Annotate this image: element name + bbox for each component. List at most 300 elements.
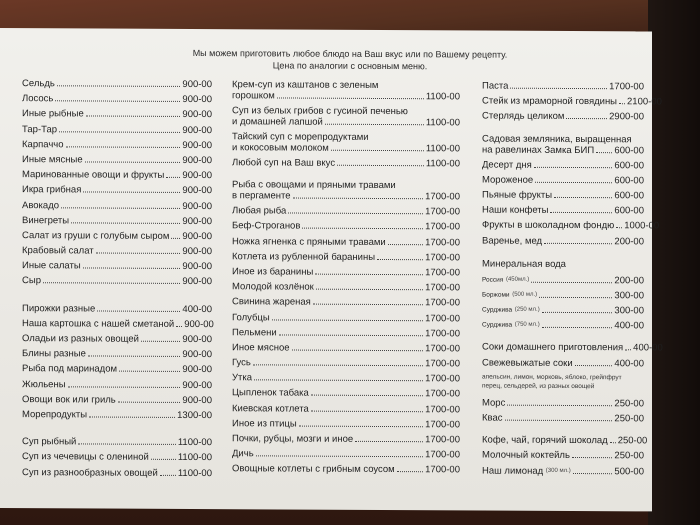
section-gap xyxy=(22,291,212,304)
menu-item xyxy=(22,451,212,467)
menu-column-desserts-and-drinks xyxy=(482,80,663,482)
item-price: 1700-00 xyxy=(425,236,460,248)
dot-leader xyxy=(510,88,607,90)
item-name: Иное из птицы xyxy=(232,418,297,430)
menu-item xyxy=(22,124,212,140)
menu-item xyxy=(22,436,212,452)
menu-item xyxy=(22,348,212,364)
item-price: 900-00 xyxy=(182,379,212,391)
item-price: 900-00 xyxy=(182,109,212,121)
item-name: Сельдь xyxy=(22,78,55,90)
menu-item xyxy=(232,403,460,419)
menu-item xyxy=(482,189,644,205)
menu-item xyxy=(482,274,644,290)
dot-leader xyxy=(616,228,622,229)
menu-item xyxy=(232,464,460,480)
item-name-line-2: на равелинах Замка БИП xyxy=(482,144,595,156)
dot-leader xyxy=(171,238,180,239)
item-name: Иные рыбные xyxy=(22,108,84,120)
mineral-water-title: Минеральная вода xyxy=(482,258,566,270)
dot-leader xyxy=(355,441,423,442)
item-price: 900-00 xyxy=(182,154,212,167)
item-price: 1700-00 xyxy=(425,464,460,476)
item-name: Блины разные xyxy=(22,348,86,360)
item-price: 1700-00 xyxy=(609,81,644,93)
item-price: 900-00 xyxy=(182,94,212,106)
menu-item xyxy=(22,169,212,185)
item-price: 600-00 xyxy=(614,205,644,217)
item-name: Тар-Тар xyxy=(22,123,58,135)
dot-leader xyxy=(55,100,180,102)
menu-item xyxy=(482,413,644,429)
dot-leader xyxy=(253,364,423,366)
item-price: 900-00 xyxy=(182,261,212,273)
menu-item xyxy=(22,409,212,425)
item-price: 1100-00 xyxy=(425,158,460,170)
dot-leader xyxy=(119,371,180,372)
dot-leader xyxy=(507,404,612,406)
menu-item xyxy=(232,297,460,313)
item-name-line-1: Тайский суп с морепродуктами xyxy=(232,131,369,143)
item-price: 1100-00 xyxy=(425,117,460,129)
menu-item xyxy=(232,433,460,449)
item-volume: (750 мл.) xyxy=(514,321,540,329)
dot-leader xyxy=(388,244,423,245)
dot-leader xyxy=(61,207,180,209)
menu-item xyxy=(22,215,212,231)
item-price: 600-00 xyxy=(614,174,644,187)
menu-item xyxy=(22,108,212,124)
item-price: 900-00 xyxy=(182,276,212,288)
dot-leader xyxy=(539,297,612,298)
item-name: Молодой козлёнок xyxy=(232,281,314,293)
menu-item xyxy=(232,205,460,221)
menu-item xyxy=(22,467,212,483)
item-price: 900-00 xyxy=(182,364,212,376)
item-name: Авокадо xyxy=(22,199,60,211)
item-name: Боржоми xyxy=(482,291,510,299)
menu-column-cold-dishes xyxy=(22,78,212,483)
item-name: Пьяные фрукты xyxy=(482,189,553,201)
item-name: Наша картошка с нашей сметаной xyxy=(22,317,175,330)
item-name: Суп из разнообразных овощей xyxy=(22,466,158,479)
dot-leader xyxy=(118,401,181,402)
item-price: 200-00 xyxy=(614,235,644,247)
menu-item xyxy=(22,78,212,94)
dot-leader xyxy=(96,253,181,254)
menu-item xyxy=(232,388,460,404)
dot-leader xyxy=(71,222,180,224)
dot-leader xyxy=(566,118,607,119)
dot-leader xyxy=(151,459,176,460)
item-price: 1700-00 xyxy=(425,343,460,355)
item-name: Иное из баранины xyxy=(232,266,314,278)
item-price: 2900-00 xyxy=(609,111,644,123)
dot-leader xyxy=(57,85,181,87)
item-price: 250-00 xyxy=(614,450,644,462)
menu-item xyxy=(232,251,460,267)
item-name: Лосось xyxy=(22,93,54,105)
item-name: Винегреты xyxy=(22,214,70,227)
dot-leader xyxy=(619,103,625,104)
item-price: 900-00 xyxy=(182,200,212,212)
dot-leader xyxy=(596,152,612,153)
item-name: Десерт дня xyxy=(482,159,532,171)
item-name: Утка xyxy=(232,372,253,384)
dot-leader xyxy=(176,326,182,327)
menu-item xyxy=(482,450,644,466)
item-name-line-2: и домашней лапшой xyxy=(232,116,323,128)
item-price: 900-00 xyxy=(182,230,212,242)
dot-leader xyxy=(337,165,424,166)
item-price: 900-00 xyxy=(182,394,212,406)
menu-item xyxy=(482,159,644,175)
item-price: 600-00 xyxy=(614,190,644,202)
item-price: 250-00 xyxy=(617,435,648,447)
item-name: Сыр xyxy=(22,275,41,287)
item-price: 300-00 xyxy=(614,290,644,302)
item-price: 1700-00 xyxy=(425,312,460,324)
menu-item xyxy=(22,394,212,410)
menu-item xyxy=(482,133,644,160)
item-price: 1700-00 xyxy=(425,358,460,370)
item-name: Сурджива xyxy=(482,306,513,314)
menu-item xyxy=(232,179,460,206)
dot-leader xyxy=(277,97,424,99)
item-name: Морепродукты xyxy=(22,409,88,421)
dot-leader xyxy=(299,425,423,427)
menu-item xyxy=(482,341,663,358)
menu-item xyxy=(482,357,644,373)
item-price: 900-00 xyxy=(182,170,212,182)
menu-item xyxy=(482,235,644,251)
item-price: 1700-00 xyxy=(425,297,460,309)
dot-leader xyxy=(554,197,612,198)
item-name-line-2: в пергаменте xyxy=(232,190,291,202)
item-name: Иные салаты xyxy=(22,260,81,272)
dot-leader xyxy=(89,416,175,417)
menu-item xyxy=(232,157,460,173)
dot-leader xyxy=(86,116,181,117)
item-name: Рыба под маринадом xyxy=(22,363,118,375)
menu-item xyxy=(232,236,460,252)
menu-item xyxy=(482,81,644,97)
dot-leader xyxy=(377,259,423,260)
item-price: 1700-00 xyxy=(425,267,460,279)
dot-leader xyxy=(544,242,612,243)
dot-leader xyxy=(535,182,612,183)
header-line-1: Мы можем приготовить любое блюдо на Ваш вкус или по Вашему рецепту. xyxy=(192,48,508,60)
dot-leader xyxy=(542,312,613,313)
dot-leader xyxy=(397,471,423,472)
item-price: 1100-00 xyxy=(425,143,460,155)
menu-item xyxy=(232,79,460,106)
dot-leader xyxy=(293,198,424,200)
fresh-juice-note-2: перец, сельдерей, из разных овощей xyxy=(482,382,595,390)
item-name: Салат из груши с голубым сыром xyxy=(22,229,170,242)
dot-leader xyxy=(610,442,616,443)
item-name: Карпаччо xyxy=(22,138,64,151)
item-name-line-1: Садовая земляника, выращенная xyxy=(482,133,632,145)
item-price: 250-00 xyxy=(614,398,644,410)
item-name: Гусь xyxy=(232,357,251,369)
section-gap xyxy=(22,424,212,437)
dot-leader xyxy=(302,228,423,230)
item-name: Суп рыбный xyxy=(22,436,77,448)
item-price: 900-00 xyxy=(182,246,212,258)
item-volume: (450мл.) xyxy=(505,276,530,283)
dot-leader xyxy=(542,327,613,328)
menu-item xyxy=(22,245,212,261)
item-volume: (300 мл.) xyxy=(545,467,571,474)
menu-item xyxy=(22,379,212,395)
dark-right-edge xyxy=(648,0,700,525)
dot-leader xyxy=(573,473,613,474)
item-price: 1700-00 xyxy=(425,373,460,385)
dot-leader xyxy=(325,124,424,126)
item-name: Котлета из рубленной баранины xyxy=(232,250,376,263)
item-name: Соки домашнего приготовления xyxy=(482,341,624,354)
dot-leader xyxy=(141,341,180,342)
item-price: 1000-00 xyxy=(624,220,660,232)
dot-leader xyxy=(572,457,612,458)
item-name-line-1: Крем-суп из каштанов с зеленым xyxy=(232,79,379,91)
item-price: 900-00 xyxy=(182,139,212,151)
fresh-juice-note-1: апельсин, лимон, морковь, яблоко, грейпфрут xyxy=(482,373,622,382)
menu-item xyxy=(482,434,648,451)
dot-leader xyxy=(331,150,424,151)
menu-item xyxy=(482,174,644,190)
item-price: 900-00 xyxy=(182,349,212,361)
item-name: Почки, рубцы, мозги и иное xyxy=(232,433,354,445)
item-price: 1700-00 xyxy=(425,282,460,294)
menu-item xyxy=(232,327,460,343)
menu-item xyxy=(232,372,460,388)
item-price: 400-00 xyxy=(614,357,644,369)
dot-leader xyxy=(505,420,613,422)
menu-header xyxy=(140,47,560,73)
menu-item xyxy=(22,139,212,155)
dot-leader xyxy=(66,146,181,148)
dot-leader xyxy=(316,289,423,291)
dot-leader xyxy=(43,283,180,285)
menu-item xyxy=(482,320,644,336)
item-name: Киевская котлета xyxy=(232,402,309,415)
item-name: Икра грибная xyxy=(22,184,82,196)
item-price: 400-00 xyxy=(633,342,663,354)
item-volume: (250 мл.) xyxy=(514,306,540,313)
menu-item xyxy=(232,221,460,237)
item-name: Наши конфеты xyxy=(482,204,549,216)
menu-item xyxy=(22,230,212,246)
dot-leader xyxy=(575,365,613,366)
item-name: Беф-Строганов xyxy=(232,220,301,232)
dot-leader xyxy=(97,310,180,311)
dot-leader xyxy=(288,213,423,215)
item-volume: (500 мл.) xyxy=(512,291,538,298)
dot-leader xyxy=(550,212,612,213)
item-name: Крабовый салат xyxy=(22,245,94,257)
item-price: 1100-00 xyxy=(177,452,212,464)
dot-leader xyxy=(78,444,176,446)
item-name: Мороженое xyxy=(482,174,534,186)
menu-item xyxy=(22,363,212,379)
menu-item xyxy=(482,305,644,321)
item-price: 1700-00 xyxy=(425,327,460,340)
item-price: 900-00 xyxy=(182,215,212,227)
menu-item xyxy=(482,465,644,481)
item-name: Ножка ягненка с пряными травами xyxy=(232,235,386,248)
item-price: 1700-00 xyxy=(425,419,460,431)
item-name: Квас xyxy=(482,412,503,424)
menu-item xyxy=(22,260,212,276)
item-name: Маринованные овощи и фрукты xyxy=(22,169,165,181)
item-name: Суп из чечевицы с олениной xyxy=(22,451,149,464)
dot-leader xyxy=(83,192,180,194)
item-price: 2100-00 xyxy=(627,96,662,108)
item-name: Цыпленок табака xyxy=(232,387,309,400)
menu-item xyxy=(482,289,644,305)
item-name: Варенье, мед xyxy=(482,235,543,247)
dot-leader xyxy=(254,380,423,382)
header-line-2: Цена по аналогии с основным меню. xyxy=(272,60,428,72)
item-name: Наш лимонад xyxy=(482,465,544,477)
item-price: 1100-00 xyxy=(425,91,460,103)
menu-item xyxy=(482,397,644,413)
item-name: Голубцы xyxy=(232,311,270,323)
dot-leader xyxy=(311,395,423,397)
item-name: Пирожки разные xyxy=(22,302,96,315)
menu-item xyxy=(232,281,460,297)
dot-leader xyxy=(59,131,180,133)
item-price: 600-00 xyxy=(614,144,644,156)
menu-item xyxy=(232,342,460,358)
dot-leader xyxy=(531,281,612,282)
item-price: 900-00 xyxy=(182,78,212,91)
item-name: Любая рыба xyxy=(232,205,287,217)
menu-item xyxy=(232,418,460,434)
menu-item xyxy=(22,303,212,319)
menu-item xyxy=(22,154,212,170)
item-name: Любой суп на Ваш вкус xyxy=(232,157,336,169)
dot-leader xyxy=(83,268,181,270)
item-name: Россия xyxy=(482,276,504,284)
item-price: 1700-00 xyxy=(425,403,460,416)
menu-page xyxy=(0,28,663,511)
dot-leader xyxy=(166,177,180,178)
item-price: 1100-00 xyxy=(177,437,212,449)
item-price: 900-00 xyxy=(182,124,212,136)
dot-leader xyxy=(85,161,181,163)
item-price: 200-00 xyxy=(614,274,644,287)
dot-leader xyxy=(160,474,176,475)
dot-leader xyxy=(88,356,181,357)
item-name: Фрукты в шоколадном фондю xyxy=(482,219,615,232)
item-name: Оладьи из разных овощей xyxy=(22,333,139,345)
item-price: 900-00 xyxy=(182,185,212,197)
dot-leader xyxy=(625,350,631,351)
item-name: Овощи вок или гриль xyxy=(22,393,116,406)
item-price: 1700-00 xyxy=(425,206,460,218)
menu-column-soups-and-mains xyxy=(232,79,460,480)
menu-item xyxy=(22,93,212,109)
menu-item xyxy=(482,219,660,236)
menu-item xyxy=(22,333,212,349)
item-name: Дичь xyxy=(232,448,254,460)
item-name: Иное мясное xyxy=(232,342,290,354)
menu-item xyxy=(22,318,212,334)
menu-item xyxy=(482,95,662,112)
item-price: 1700-00 xyxy=(425,221,460,233)
item-price: 1300-00 xyxy=(177,409,212,422)
item-name-line-1: Рыба с овощами и пряными травами xyxy=(232,179,396,192)
menu-item xyxy=(232,357,460,373)
item-name-line-2: и кокосовым молоком xyxy=(232,142,329,154)
dot-leader xyxy=(292,349,424,351)
item-name: Свинина жареная xyxy=(232,296,311,308)
item-price: 1700-00 xyxy=(425,449,460,461)
wooden-table-top-edge xyxy=(0,0,700,32)
menu-item xyxy=(22,184,212,200)
item-name: Жюльены xyxy=(22,378,66,390)
item-name: Пельмени xyxy=(232,326,277,339)
item-name: Свежевыжатые соки xyxy=(482,357,573,369)
item-name: Иные мясные xyxy=(22,154,83,166)
item-name: Паста xyxy=(482,80,509,92)
item-price: 400-00 xyxy=(614,320,644,332)
item-name: Сурджива xyxy=(482,321,513,329)
item-price: 400-00 xyxy=(182,303,212,315)
item-price: 900-00 xyxy=(182,333,212,346)
item-price: 250-00 xyxy=(614,413,644,425)
menu-item xyxy=(482,111,644,127)
menu-item xyxy=(232,266,460,282)
dot-leader xyxy=(311,410,423,412)
menu-item xyxy=(232,105,460,132)
menu-item xyxy=(22,276,212,292)
item-name: Стейк из мраморной говядины xyxy=(482,95,618,108)
item-price: 1700-00 xyxy=(425,191,460,203)
item-name-line-2: горошком xyxy=(232,90,275,102)
item-name-line-1: Суп из белых грибов с гусиной печенью xyxy=(232,105,408,118)
item-name: Морс xyxy=(482,397,506,409)
item-price: 500-00 xyxy=(614,465,644,477)
menu-item xyxy=(232,131,460,158)
item-price: 1700-00 xyxy=(425,388,460,400)
item-price: 300-00 xyxy=(614,305,644,317)
item-price: 1700-00 xyxy=(425,434,460,446)
menu-item xyxy=(22,200,212,216)
item-price: 1100-00 xyxy=(177,467,212,479)
dot-leader xyxy=(68,386,181,388)
item-price: 1700-00 xyxy=(425,251,460,264)
dot-leader xyxy=(313,304,423,306)
dot-leader xyxy=(272,319,423,321)
dot-leader xyxy=(256,456,423,458)
item-name: Стерлядь целиком xyxy=(482,110,565,123)
item-price: 900-00 xyxy=(184,318,214,330)
menu-item xyxy=(232,448,460,464)
item-price: 600-00 xyxy=(614,159,644,171)
menu-item xyxy=(482,205,644,221)
dot-leader xyxy=(279,334,423,336)
dot-leader xyxy=(315,274,423,276)
item-name: Кофе, чай, горячий шоколад xyxy=(482,434,608,447)
dot-leader xyxy=(534,166,613,167)
item-name: Молочный коктейль xyxy=(482,449,570,462)
item-name: Овощные котлеты с грибным соусом xyxy=(232,463,395,476)
menu-item xyxy=(232,312,460,328)
